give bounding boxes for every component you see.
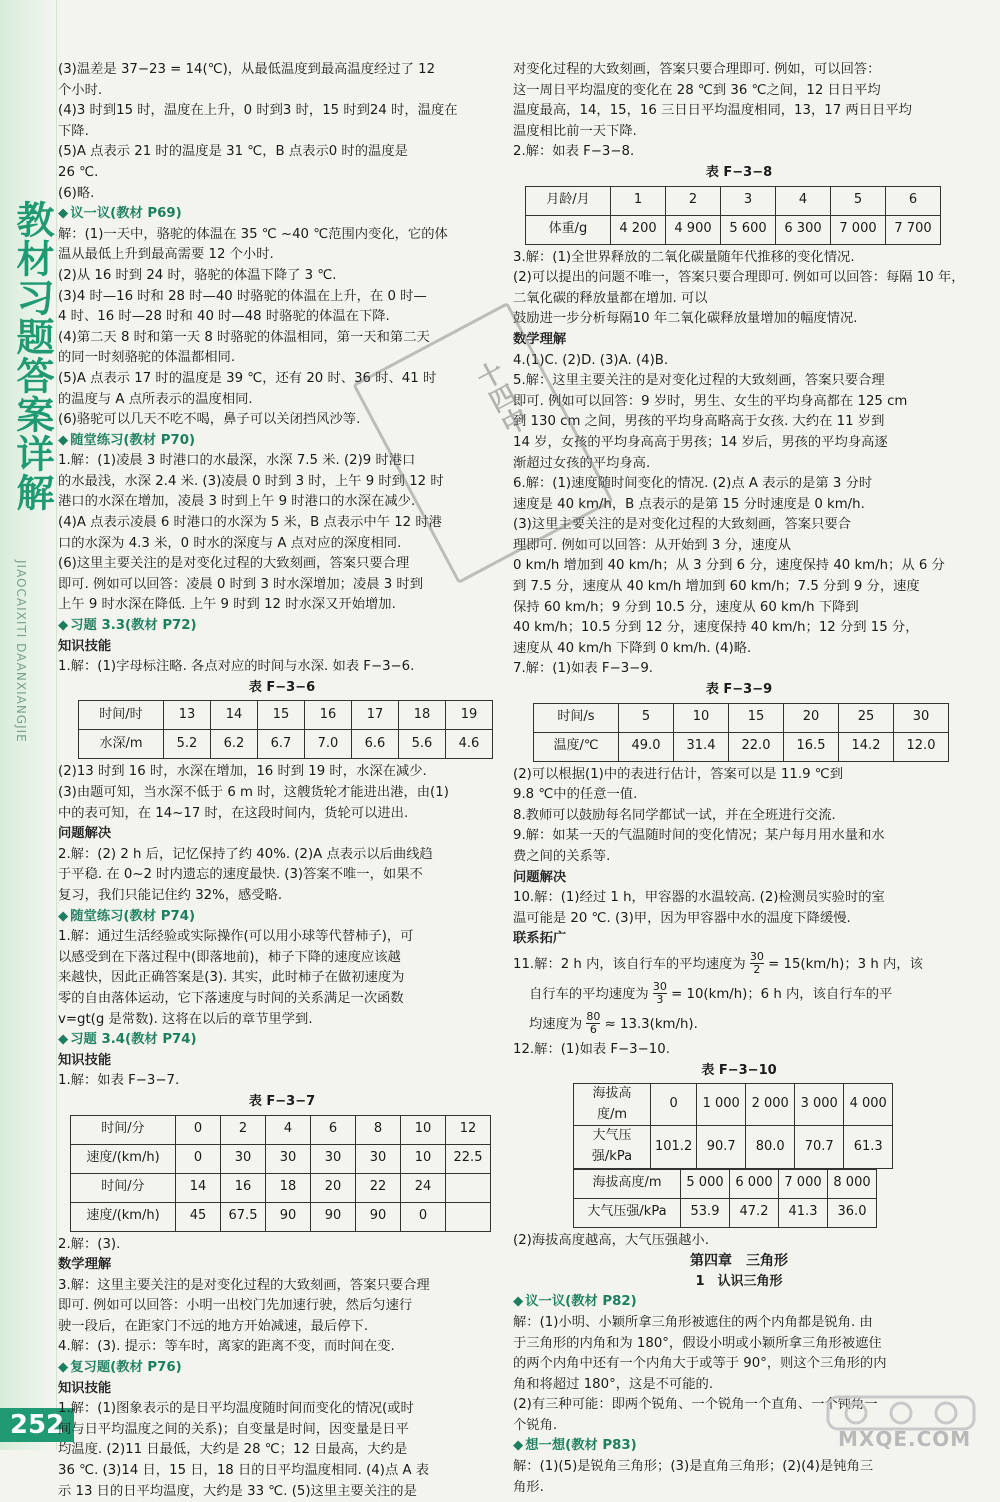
text-line: (5)A 点表示 21 时的温度是 31 ℃，B 点表示0 时的温度是 <box>58 144 408 160</box>
table-cell: 30 <box>894 703 949 732</box>
table-cell: 15 <box>729 703 784 732</box>
text-line: 复习，我们只能记住约 32%，感受略. <box>58 887 283 903</box>
table-cell: 8 000 <box>828 1169 877 1198</box>
table-row <box>71 1202 491 1231</box>
text-line: 间与日平均温度之间的关系)；自变量是时间，因变量是日平 <box>58 1421 409 1437</box>
table-cell: 80.0 <box>746 1126 795 1168</box>
table-cell: 30 <box>311 1144 356 1173</box>
table-cell: 时间/分 <box>71 1115 176 1144</box>
table-cell: 15 <box>258 701 305 730</box>
data-table <box>573 1083 893 1168</box>
table-cell: 0 <box>401 1202 446 1231</box>
table-row <box>574 1198 877 1227</box>
table-cell: 47.2 <box>730 1198 779 1227</box>
text-line: 的两个内角中还有一个内角大于或等于 90°，则这个三角形的内 <box>513 1356 887 1372</box>
table-caption: 表 F−3−10 <box>701 1062 777 1078</box>
data-table <box>525 186 941 245</box>
text-line: (2)从 16 时到 24 时，骆驼的体温下降了 3 ℃. <box>58 267 337 283</box>
section-title: 1 认识三角形 <box>695 1273 783 1289</box>
text-line: 1.解：通过生活经验或实际操作(可以用小球等代替柿子)，可 <box>58 929 414 945</box>
text-line: (6)略. <box>58 185 95 201</box>
text-line: 口的水深为 4.3 米，0 时水的深度与 A 点对应的深度相同. <box>58 535 402 551</box>
subheading: 知识技能 <box>58 638 112 654</box>
table-cell: 2 <box>666 186 721 215</box>
text-fragment: 自行车的平均速度为 <box>529 986 649 1002</box>
right-column <box>513 60 965 1498</box>
table-cell: 6 <box>886 186 941 215</box>
sidebar-pinyin: JIAOCAIXITI DAANXIANGJIE <box>14 560 28 743</box>
fraction: $\frac{30}{3}$ <box>652 980 667 1007</box>
table-cell: 18 <box>266 1173 311 1202</box>
table-cell: 14 <box>211 701 258 730</box>
text-line: 温度最高，14，15，16 三日日平均温度相同，13，17 两日日平均 <box>513 103 912 119</box>
text-line: 以感受到在下落过程中(即落地前)，柿子下降的速度应该越 <box>58 949 401 965</box>
table-cell: 大气压强/kPa <box>574 1126 651 1168</box>
table-cell: 20 <box>784 703 839 732</box>
watermark-url: MXQE.COM <box>838 1427 972 1451</box>
table-cell: 30 <box>221 1144 266 1173</box>
diamond-bullet-icon: ◆ <box>58 618 69 634</box>
text-line: 10.解：(1)经过 1 h，甲容器的水温较高. (2)检测员实验时的室 <box>513 890 885 906</box>
diamond-bullet-icon: ◆ <box>513 1294 524 1310</box>
table-cell: 5 000 <box>681 1169 730 1198</box>
table-cell: 体重/g <box>526 215 611 244</box>
text-line: 费之间的关系等. <box>513 849 611 864</box>
page-number: 252 <box>0 1408 74 1442</box>
text-line: 示 13 日的日平均温度，大约是 33 ℃. (5)这里主要关注的是 <box>58 1483 417 1499</box>
text-line: (4)A 点表示凌晨 6 时港口的水深为 5 米，B 点表示中午 12 时港 <box>58 515 442 531</box>
text-line: 到 130 cm 之间，男孩的平均身高略高于女孩. 大约在 11 岁到 <box>513 414 885 430</box>
table-caption: 表 F−3−8 <box>705 164 773 180</box>
text-line: (6)骆驼可以几天不吃不喝，鼻子可以关闭挡风沙等. <box>58 412 361 428</box>
table-cell: 13 <box>164 701 211 730</box>
table-cell <box>446 1173 491 1202</box>
text-line: 8.教师可以鼓励每名同学都试一试，并在全班进行交流. <box>513 807 836 823</box>
text-line: 9.解：如某一天的气温随时间的变化情况；某户每月用水量和水 <box>513 828 885 844</box>
table-cell: 90 <box>266 1202 311 1231</box>
subheading: 知识技能 <box>58 1052 112 1068</box>
table-cell: 53.9 <box>681 1198 730 1227</box>
table-cell: 36.0 <box>828 1198 877 1227</box>
text-line: (3)这里主要关注的是对变化过程的大致刻画，答案只要合 <box>513 517 851 533</box>
table-cell: 90.7 <box>697 1126 746 1168</box>
text-line: 12.解：(1)如表 F−3−10. <box>513 1041 670 1057</box>
text-fragment: 11.解：2 h 内，该自行车的平均速度为 <box>513 956 746 972</box>
text-line: 驶一段后，在距家门不远的地方开始减速，最后停下. <box>58 1318 369 1334</box>
subheading: 知识技能 <box>58 1380 112 1396</box>
text-line: 0 km/h 增加到 40 km/h；从 3 分到 6 分，速度保持 40 km/h；从 6 分 <box>513 558 945 574</box>
text-line: 1.解：(1)字母标注略. 各点对应的时间与水深. 如表 F−3−6. <box>58 659 415 675</box>
text-line: 的水最浅，水深 2.4 米. (3)凌晨 0 时到 3 时，上午 9 时到 12 时 <box>58 473 444 489</box>
text-line: (2)13 时到 16 时，水深在增加，16 时到 19 时，水深在减少. <box>58 764 427 780</box>
text-line: 26 ℃. <box>58 164 99 180</box>
diamond-bullet-icon: ◆ <box>58 432 69 448</box>
table-cell: 7 000 <box>779 1169 828 1198</box>
text-line: 2.解：(2) 2 h 后，记忆保持了约 40%. (2)A 点表示以后曲线趋 <box>58 846 433 862</box>
text-line: 理即可. 例如可以回答：从开始到 3 分，速度从 <box>513 537 792 553</box>
text-line: (2)可以提出的问题不唯一，答案只要合理即可. 例如可以回答：每隔 10 年，二氧化碳的释放量都在增加. 可以 <box>513 270 965 306</box>
section-heading: ◆ 想一想(教材 P83) <box>513 1438 637 1454</box>
table-cell: 10 <box>401 1115 446 1144</box>
table-row <box>574 1169 877 1198</box>
text-line: 14 岁，女孩的平均身高高于男孩；14 岁后，男孩的平均身高逐 <box>513 434 888 450</box>
text-line: (4)3 时到15 时，温度在上升，0 时到3 时，15 时到24 时，温度在 <box>58 103 458 119</box>
table-cell: 10 <box>401 1144 446 1173</box>
text-line: 即可. 例如可以回答：小明一出校门先加速行驶，然后匀速行 <box>58 1298 413 1314</box>
diamond-bullet-icon: ◆ <box>58 908 69 924</box>
text-line: 1.解：如表 F−3−7. <box>58 1073 180 1089</box>
table-cell: 24 <box>401 1173 446 1202</box>
table-row <box>534 732 949 761</box>
text-line: 9.8 ℃中的任意一值. <box>513 787 638 803</box>
table-caption: 表 F−3−7 <box>248 1093 316 1109</box>
table-cell: 6 300 <box>776 215 831 244</box>
text-line: (2)海拔高度越高，大气压强越小. <box>513 1232 709 1248</box>
table-cell: 5 <box>831 186 886 215</box>
text-line: 零的自由落体运动，它下落速度与时间的关系满足一次函数 <box>58 990 404 1006</box>
left-column <box>58 60 506 1502</box>
table-cell: 16 <box>221 1173 266 1202</box>
table-cell: 海拔高度/m <box>574 1169 681 1198</box>
text-line <box>513 1010 965 1040</box>
text-line: 4 时、16 时—28 时和 40 时—48 时骆驼的体温在下降. <box>58 309 390 325</box>
table-cell: 7 000 <box>831 215 886 244</box>
table-cell: 4 000 <box>844 1084 893 1126</box>
table-cell: 6 000 <box>730 1169 779 1198</box>
text-line: 来越快，因此正确答案是(3). 其实，此时柿子在做初速度为 <box>58 970 405 986</box>
table-cell: 速度/(km/h) <box>71 1202 176 1231</box>
table-row <box>71 1144 491 1173</box>
text-line: (3)温差是 37−23 = 14(℃)，从最低温度到最高温度经过了 12 <box>58 62 436 77</box>
table-cell: 25 <box>839 703 894 732</box>
table-cell: 6 <box>311 1115 356 1144</box>
text-line: 1.解：(1)凌晨 3 时港口的水最深，水深 7.5 米. (2)9 时港口 <box>58 453 416 469</box>
fraction: $\frac{30}{2}$ <box>749 950 764 977</box>
text-line: 这一周日平均温度的变化在 28 ℃到 36 ℃之间，12 日日平均 <box>513 82 881 98</box>
section-heading: ◆ 习题 3.3(教材 P72) <box>58 618 197 634</box>
table-caption: 表 F−3−6 <box>248 679 316 695</box>
text-line: 速度从 40 km/h 下降到 0 km/h. (4)略. <box>513 640 752 656</box>
text-line: 到 7.5 分，速度从 40 km/h 增加到 60 km/h；7.5 分到 9 分，速度 <box>513 579 920 595</box>
table-cell: 5.6 <box>399 730 446 759</box>
table-cell: 时间/s <box>534 703 619 732</box>
table-cell: 3 000 <box>795 1084 844 1126</box>
text-line: 个锐角. <box>513 1417 558 1433</box>
stamp-text: 十四中 <box>468 357 532 441</box>
text-line: 于三角形的内角和为 180°，假设小明或小颖所拿三角形被遮住 <box>513 1335 882 1351</box>
text-fragment: 均速度为 <box>529 1016 583 1032</box>
text-line: 2.解：如表 F−3−8. <box>513 144 635 160</box>
section-heading: ◆ 议一议(教材 P82) <box>513 1294 637 1310</box>
table-cell: 6.7 <box>258 730 305 759</box>
table-cell: 16 <box>305 701 352 730</box>
chapter-title: 第四章 三角形 <box>690 1253 788 1270</box>
fraction: $\frac{80}{6}$ <box>586 1010 601 1037</box>
text-line: 1.解：(1)图象表示的是日平均温度随时间而变化的情况(或时 <box>58 1401 414 1417</box>
sidebar <box>0 0 57 1450</box>
text-fragment: = 15(km/h)；3 h 内，该 <box>768 956 923 972</box>
subheading: 数学理解 <box>513 331 567 347</box>
text-line: (4)第二天 8 时和第一天 8 时骆驼的体温相同，第一天和第二天 <box>58 329 430 345</box>
text-line: 5.解：这里主要关注的是对变化过程的大致刻画，答案只要合理 <box>513 373 885 389</box>
table-cell: 速度/(km/h) <box>71 1144 176 1173</box>
text-line: (5)A 点表示 17 时的温度是 39 ℃，还有 20 时、36 时、41 时 <box>58 370 437 386</box>
table-cell: 22 <box>356 1173 401 1202</box>
diamond-bullet-icon: ◆ <box>58 206 69 222</box>
table-cell: 水深/m <box>79 730 164 759</box>
table-cell: 67.5 <box>221 1202 266 1231</box>
table-cell <box>446 1202 491 1231</box>
subheading: 联系拓广 <box>513 931 567 947</box>
table-row <box>534 703 949 732</box>
table-cell: 0 <box>651 1084 697 1126</box>
table-cell: 61.3 <box>844 1126 893 1168</box>
table-cell: 5 600 <box>721 215 776 244</box>
table-cell: 0 <box>176 1115 221 1144</box>
diamond-bullet-icon: ◆ <box>513 1438 524 1454</box>
section-heading: ◆ 习题 3.4(教材 P74) <box>58 1032 197 1048</box>
text-line: 角和将超过 180°，这是不可能的. <box>513 1376 714 1392</box>
text-line: (2)有三种可能：即两个锐角、一个锐角一个直角、一个钝角一 <box>513 1397 878 1413</box>
table-cell: 7 700 <box>886 215 941 244</box>
text-line: (3)由题可知，当水深不低于 6 m 时，这艘货轮才能进出港，由(1) <box>58 785 449 800</box>
text-line: 2.解：(3). <box>58 1236 121 1252</box>
data-table <box>78 700 493 759</box>
table-caption: 表 F−3−9 <box>705 682 773 698</box>
table-cell: 温度/℃ <box>534 732 619 761</box>
diamond-bullet-icon: ◆ <box>58 1032 69 1048</box>
text-line: 6.解：(1)速度随时间变化的情况. (2)点 A 表示的是第 3 分时 <box>513 476 873 492</box>
table-cell: 19 <box>446 701 493 730</box>
text-line: 解：(1)一天中，骆驼的体温在 35 ℃ ~40 ℃范围内变化，它的体 <box>58 226 448 242</box>
table-cell: 90 <box>356 1202 401 1231</box>
table-cell: 时间/分 <box>71 1173 176 1202</box>
text-line: 4.解：(3). 提示：等车时，离家的距离不变，而时间在变. <box>58 1339 395 1355</box>
table-cell: 12 <box>446 1115 491 1144</box>
table-cell: 月龄/月 <box>526 186 611 215</box>
text-line: 36 ℃. (3)14 日，15 日，18 日的日平均温度相同. (4)点 A 表 <box>58 1463 430 1479</box>
table-cell: 2 000 <box>746 1084 795 1126</box>
table-cell: 4 <box>776 186 831 215</box>
text-line: v=gt(g 是常数). 这将在以后的章节里学到. <box>58 1011 313 1027</box>
data-table <box>70 1115 491 1232</box>
table-cell: 0 <box>176 1144 221 1173</box>
table-cell: 7.0 <box>305 730 352 759</box>
section-heading: ◆ 议一议(教材 P69) <box>58 206 182 222</box>
table-cell: 20 <box>311 1173 356 1202</box>
table-cell: 41.3 <box>779 1198 828 1227</box>
text-line: 解：(1)小明、小颖所拿三角形被遮住的两个内角都是锐角. 由 <box>513 1314 873 1330</box>
text-line <box>513 950 965 980</box>
text-line: 即可. 例如可以回答：凌晨 0 时到 3 时水深增加；凌晨 3 时到 <box>58 576 424 592</box>
section-heading: ◆ 随堂练习(教材 P74) <box>58 908 196 924</box>
table-cell: 5 <box>619 703 674 732</box>
text-line: 7.解：(1)如表 F−3−9. <box>513 661 654 677</box>
table-cell: 1 <box>611 186 666 215</box>
text-line: 40 km/h；10.5 分到 12 分，速度保持 40 km/h；12 分到 15 分， <box>513 620 919 636</box>
table-cell: 101.2 <box>651 1126 697 1168</box>
text-line: 个小时. <box>58 82 103 98</box>
text-line: 港口的水深在增加，凌晨 3 时到上午 9 时港口的水深在减少. <box>58 494 416 510</box>
text-line: 的同一时刻骆驼的体温都相同. <box>58 350 236 366</box>
table-cell: 10 <box>674 703 729 732</box>
section-heading: ◆ 随堂练习(教材 P70) <box>58 432 196 448</box>
table-row <box>526 215 941 244</box>
table-cell: 22.0 <box>729 732 784 761</box>
table-cell: 6.2 <box>211 730 258 759</box>
table-row <box>79 701 493 730</box>
text-line: 3.解：(1)全世界释放的二氧化碳量随年代推移的变化情况. <box>513 249 855 265</box>
table-cell: 12.0 <box>894 732 949 761</box>
table-cell: 4 <box>266 1115 311 1144</box>
subheading: 问题解决 <box>513 869 567 885</box>
table-cell: 90 <box>311 1202 356 1231</box>
text-line: 角形. <box>513 1479 544 1495</box>
text-line: 解：(1)(5)是锐角三角形；(3)是直角三角形；(2)(4)是钝角三 <box>513 1459 874 1475</box>
text-line: 鼓励进一步分析每隔10 年二氧化碳释放量增加的幅度情况. <box>513 311 858 327</box>
text-line: 渐超过女孩的平均身高. <box>513 455 651 471</box>
table-cell: 8 <box>356 1115 401 1144</box>
table-cell: 30 <box>356 1144 401 1173</box>
text-line: 温从最低上升到最高需要 12 个小时. <box>58 247 274 263</box>
table-cell: 4 200 <box>611 215 666 244</box>
table-row <box>79 730 493 759</box>
table-cell: 2 <box>221 1115 266 1144</box>
table-cell: 70.7 <box>795 1126 844 1168</box>
text-line: 的温度与 A 点所表示的温度相同. <box>58 391 253 407</box>
section-heading: ◆ 复习题(教材 P76) <box>58 1360 182 1376</box>
table-row <box>526 186 941 215</box>
text-line <box>513 980 965 1010</box>
table-cell: 22.5 <box>446 1144 491 1173</box>
table-cell: 14.2 <box>839 732 894 761</box>
table-cell: 31.4 <box>674 732 729 761</box>
data-table <box>533 703 949 762</box>
text-fragment: = 10(km/h)；6 h 内，该自行车的平 <box>671 986 893 1002</box>
text-line: 保持 60 km/h；9 分到 10.5 分，速度从 60 km/h 下降到 <box>513 599 859 615</box>
table-row <box>71 1173 491 1202</box>
text-line: 温可能是 20 ℃. (3)甲，因为甲容器中水的温度下降缓慢. <box>513 910 851 926</box>
text-line: 下降. <box>58 123 89 139</box>
data-table <box>573 1169 877 1228</box>
text-line: (3)4 时—16 时和 28 时—40 时骆驼的体温在上升，在 0 时— <box>58 288 427 304</box>
sidebar-title: 教材习题答案详解 <box>10 200 55 512</box>
table-row <box>574 1084 893 1126</box>
table-cell: 6.6 <box>352 730 399 759</box>
table-cell: 30 <box>266 1144 311 1173</box>
text-line: 于平稳. 在 0~2 时内遗忘的速度最快. (3)答案不唯一，如果不 <box>58 867 423 883</box>
text-line: 速度是 40 km/h，B 点表示的是第 15 分时速度是 0 km/h. <box>513 496 865 512</box>
table-cell: 49.0 <box>619 732 674 761</box>
text-line: 上午 9 时水深在降低. 上午 9 时到 12 时水深又开始增加. <box>58 597 396 613</box>
table-cell: 时间/时 <box>79 701 164 730</box>
text-line: (6)这里主要关注的是对变化过程的大致刻画，答案只要合理 <box>58 556 410 572</box>
text-line: 即可. 例如可以回答：9 岁时，男生、女生的平均身高都在 125 cm <box>513 393 908 409</box>
text-line: 均温度. (2)11 日最低，大约是 28 ℃；12 日最高，大约是 <box>58 1442 408 1458</box>
text-line: 中的表可知，在 14~17 时，在这段时间内，货轮可以进出. <box>58 805 409 821</box>
table-cell: 3 <box>721 186 776 215</box>
text-line: 3.解：这里主要关注的是对变化过程的大致刻画，答案只要合理 <box>58 1277 430 1293</box>
diamond-bullet-icon: ◆ <box>58 1360 69 1376</box>
text-line: 温度相比前一天下降. <box>513 123 637 139</box>
subheading: 数学理解 <box>58 1257 112 1273</box>
table-cell: 海拔高度/m <box>574 1084 651 1126</box>
text-fragment: ≈ 13.3(km/h). <box>604 1016 698 1032</box>
table-cell: 18 <box>399 701 446 730</box>
text-line: 4.(1)C. (2)D. (3)A. (4)B. <box>513 352 669 368</box>
table-cell: 4.6 <box>446 730 493 759</box>
table-cell: 5.2 <box>164 730 211 759</box>
table-cell: 17 <box>352 701 399 730</box>
text-line: 对变化过程的大致刻画，答案只要合理即可. 例如，可以回答： <box>513 62 881 77</box>
table-cell: 45 <box>176 1202 221 1231</box>
table-row <box>71 1115 491 1144</box>
table-cell: 1 000 <box>697 1084 746 1126</box>
table-cell: 4 900 <box>666 215 721 244</box>
table-row <box>574 1126 893 1168</box>
table-cell: 16.5 <box>784 732 839 761</box>
subheading: 问题解决 <box>58 826 112 842</box>
table-cell: 大气压强/kPa <box>574 1198 681 1227</box>
text-line: (2)可以根据(1)中的表进行估计，答案可以是 11.9 ℃到 <box>513 766 844 782</box>
table-cell: 14 <box>176 1173 221 1202</box>
